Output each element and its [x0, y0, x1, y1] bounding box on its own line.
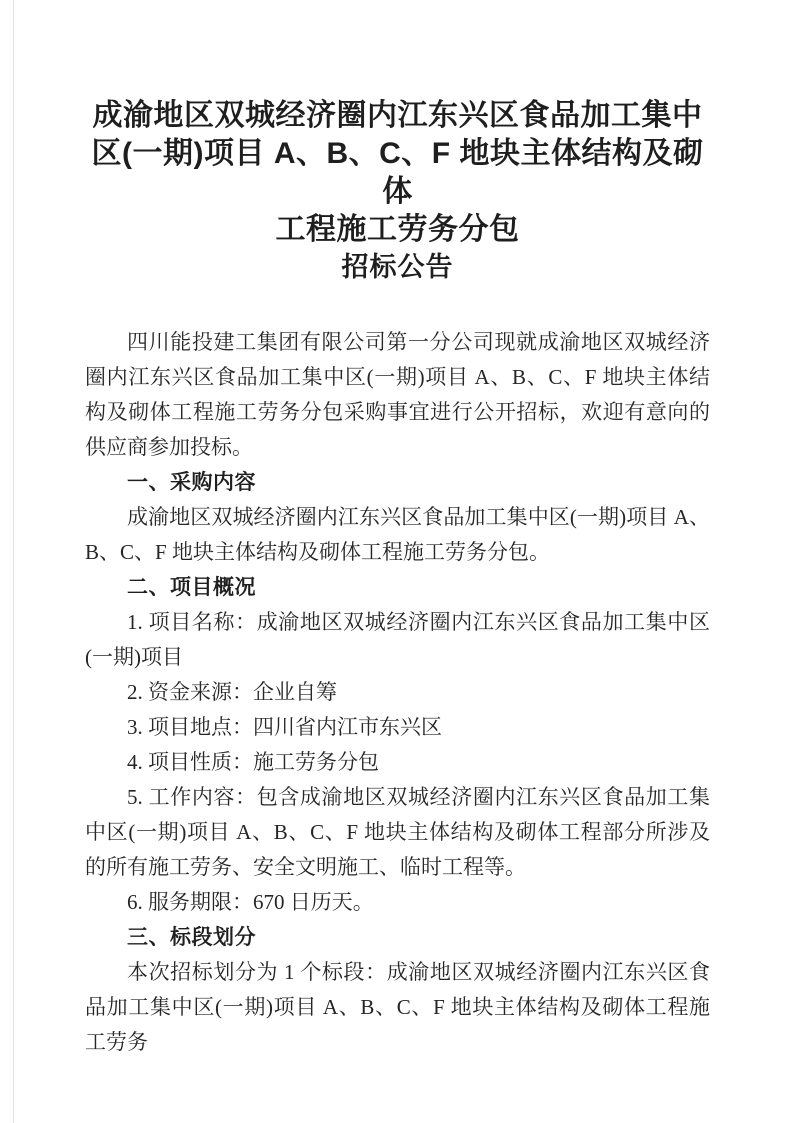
document-body	[85, 325, 710, 1060]
section-heading-2: 二、项目概况	[127, 576, 256, 599]
document-content	[85, 0, 710, 1060]
section-heading-3: 三、标段划分	[127, 926, 256, 949]
section-heading-1: 一、采购内容	[127, 471, 256, 494]
title-line-1: 成渝地区双城经济圈内江东兴区食品加工集中	[92, 99, 703, 132]
paragraph-project-name: 1. 项目名称：成渝地区双城经济圈内江东兴区食品加工集中区(一期)项目	[85, 610, 710, 669]
paragraph-work-content: 5. 工作内容：包含成渝地区双城经济圈内江东兴区食品加工集中区(一期)项目 A、B、C、F 地块主体结构及砌体工程部分所涉及的所有施工劳务、安全文明施工、临时工程等。	[85, 785, 710, 879]
document-subtitle: 招标公告	[341, 252, 454, 282]
paragraph-project-location: 3. 项目地点：四川省内江市东兴区	[127, 715, 442, 739]
paragraph-service-period: 6. 服务期限：670 日历天。	[127, 890, 374, 914]
title-line-2: 区(一期)项目 A、B、C、F 地块主体结构及砌体	[91, 137, 704, 208]
scan-edge-line	[13, 0, 14, 1123]
paragraph-funding-source: 2. 资金来源：企业自筹	[127, 680, 337, 704]
paragraph-procurement-content: 成渝地区双城经济圈内江东兴区食品加工集中区(一期)项目 A、B、C、F 地块主体结构及砌体工程施工劳务分包。	[85, 505, 710, 564]
paragraph-intro: 四川能投建工集团有限公司第一分公司现就成渝地区双城经济圈内江东兴区食品加工集中区(一期)项目 A、B、C、F 地块主体结构及砌体工程施工劳务分包采购事宜进行公开招标，欢迎有意向的供应商参加投标。	[85, 330, 710, 459]
paragraph-project-nature: 4. 项目性质：施工劳务分包	[127, 750, 379, 774]
paragraph-bid-sections: 本次招标划分为 1 个标段：成渝地区双城经济圈内江东兴区食品加工集中区(一期)项目 A、B、C、F 地块主体结构及砌体工程施工劳务	[85, 960, 710, 1054]
document-title	[85, 0, 710, 285]
title-line-3: 工程施工劳务分包	[275, 213, 520, 246]
